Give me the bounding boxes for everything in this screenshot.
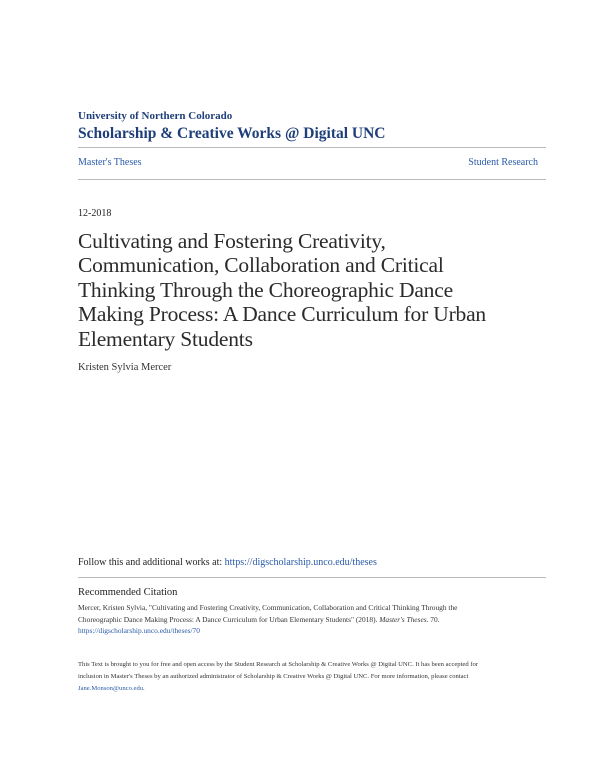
title-line: Communication, Collaboration and Critical [78,253,444,278]
title-line: Making Process: A Dance Curriculum for Urban [78,302,486,327]
notice-line-3: Jane.Monson@unco.edu. [78,685,145,692]
citation-line-2: Choreographic Dance Making Process: A Dance Curriculum for Urban Elementary Students" (2018). Master's Theses. 70. [78,614,440,624]
institution-name[interactable]: University of Northern Colorado [78,110,233,122]
author-name: Kristen Sylvia Mercer [78,362,172,373]
title-line: Elementary Students [78,326,253,351]
divider-citation [78,577,546,578]
notice-line-1: This Text is brought to you for free and open access by the Student Research at Scholarship & Creative Works @ Digital UNC. It has been accepted for [78,661,478,668]
repository-name[interactable]: Scholarship & Creative Works @ Digital UNC [78,125,386,142]
citation-line-1: Mercer, Kristen Sylvia, "Cultivating and Fostering Creativity, Communication, Collaboration and Critical Thinking Through the [78,603,458,612]
citation-line-3 [78,625,548,637]
citation-heading: Recommended Citation [78,587,178,598]
publication-date: 12-2018 [78,208,112,219]
access-notice [78,659,548,695]
citation-body [78,602,548,637]
citation-link[interactable]: https://digscholarship.unco.edu/theses/70 [78,626,200,635]
divider-collections [78,179,546,180]
divider-top [78,147,546,148]
document-title [78,229,548,351]
notice-line-2: inclusion in Master's Theses by an authorized administrator of Scholarship & Creative Works @ Digital UNC. For more information, please contact [78,673,469,680]
institution-header [78,110,386,143]
citation-series: Master's Theses [379,614,427,624]
title-line: Thinking Through the Choreographic Dance [78,277,453,302]
collection-link-masters-theses[interactable]: Master's Theses [78,157,142,168]
follow-link[interactable]: https://digscholarship.unco.edu/theses [224,557,377,568]
title-line: Cultivating and Fostering Creativity, [78,229,386,253]
collection-link-student-research[interactable]: Student Research [468,157,538,168]
contact-email-link[interactable]: Jane.Monson@unco.edu [78,685,144,692]
follow-line [78,556,377,569]
follow-text: Follow this and additional works at: [78,557,225,568]
